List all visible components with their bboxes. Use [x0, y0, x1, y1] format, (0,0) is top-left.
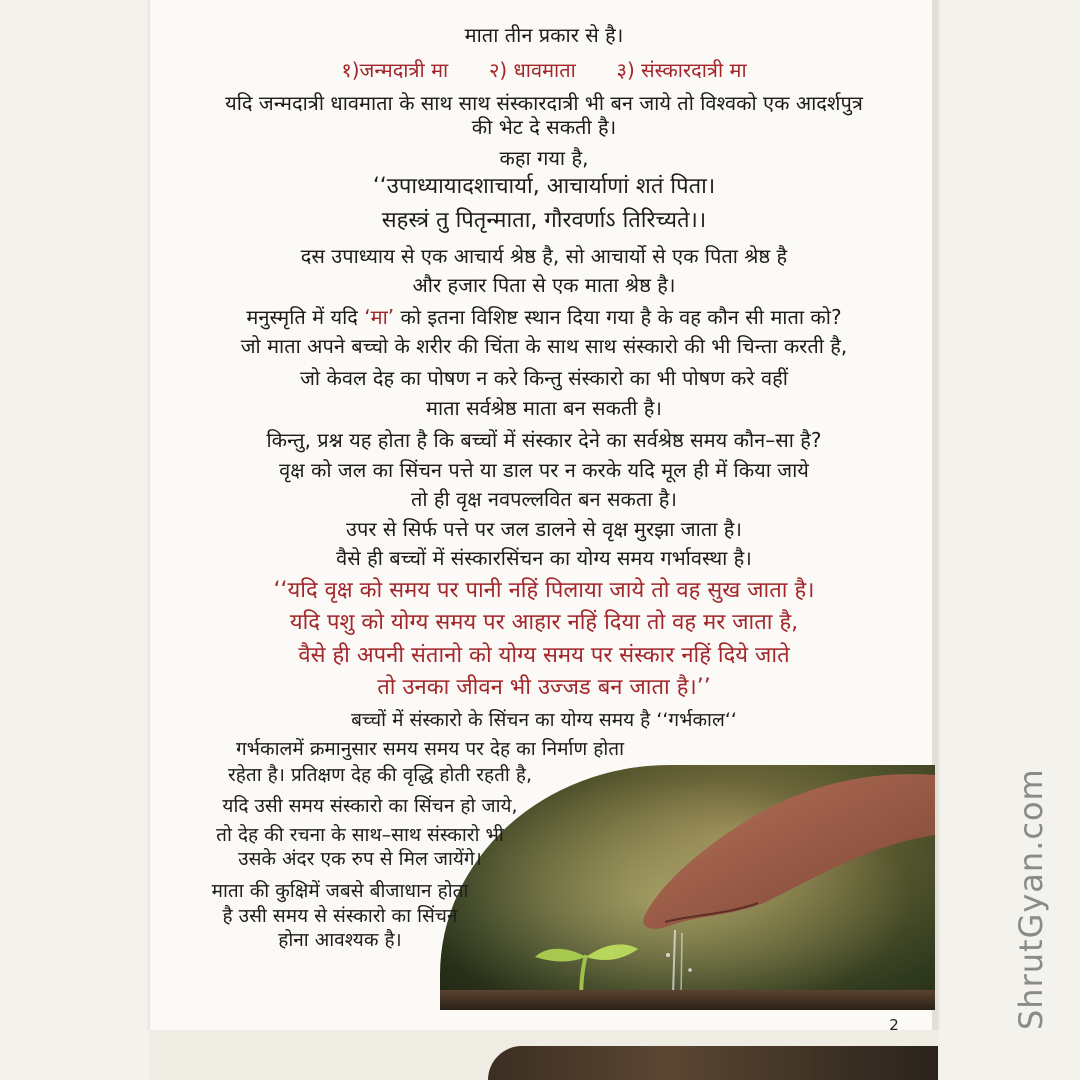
right-time-line: बच्चों में संस्कारो के सिंचन का योग्य समय है ‘‘गर्भकाल‘‘	[351, 709, 737, 731]
type-1: १)जन्मदात्री मा	[341, 58, 449, 82]
said-line: कहा गया है,	[499, 146, 589, 170]
para2-line-2: जो केवल देह का पोषण न करे किन्तु संस्कारो का भी पोषण करे वहीं	[300, 366, 788, 390]
type-3: ३) संस्कारदात्री मा	[616, 58, 747, 82]
para2-line-8: वैसे ही बच्चों में संस्कारसिंचन का योग्य समय गर्भावस्था है।	[336, 546, 752, 570]
manusmriti-line	[150, 304, 938, 330]
left-para-line-7: है उसी समय से संस्कारो का सिंचन	[222, 905, 458, 927]
manu-post: को इतना विशिष्ट स्थान दिया गया है के वह कौन सी माता को?	[400, 305, 842, 329]
mother-types	[150, 57, 938, 83]
watermark: ShrutGyan.com	[1012, 768, 1050, 1030]
para1-line-1: यदि जन्मदात्री धावमाता के साथ साथ संस्कारदात्री भी बन जाये तो विश्वको एक आदर्शपुत्र	[225, 91, 863, 115]
meaning-line-1: दस उपाध्याय से एक आचार्य श्रेष्ठ है, सो आचार्यो से एक पिता श्रेष्ठ है	[300, 244, 788, 268]
left-para-line-2: रहेता है। प्रतिक्षण देह की वृद्धि होती रहती है,	[228, 764, 532, 786]
intro-line: माता तीन प्रकार से है।	[464, 23, 624, 47]
manu-pre: मनुस्मृति में यदि	[246, 305, 358, 329]
quote-line-4: तो उनका जीवन भी उज्जड बन जाता है।’’	[377, 675, 711, 700]
left-para-line-6: माता की कुक्षिमें जबसे बीजाधान होता	[211, 880, 469, 902]
para2-line-7: उपर से सिर्फ पत्ते पर जल डालने से वृक्ष मुरझा जाता है।	[346, 517, 742, 541]
meaning-line-2: और हजार पिता से एक माता श्रेष्ठ है।	[412, 273, 676, 297]
manu-ma: ‘मा’	[364, 305, 395, 329]
quote-line-3: वैसे ही अपनी संतानो को योग्य समय पर संस्कार नहिं दिये जाते	[298, 643, 790, 668]
para2-line-3: माता सर्वश्रेष्ठ माता बन सकती है।	[426, 396, 662, 420]
left-para-line-8: होना आवश्यक है।	[278, 929, 402, 951]
para2-line-6: तो ही वृक्ष नवपल्लवित बन सकता है।	[410, 487, 678, 511]
shloka-line-2: सहस्त्रं तु पितृन्माता, गौरवर्णाऽ तिरिच्यते।।	[381, 208, 707, 233]
page-number: 2	[889, 1016, 899, 1034]
type-2: २) धावमाता	[488, 58, 576, 82]
para2-line-1: जो माता अपने बच्चो के शरीर की चिंता के साथ साथ संस्कारो की भी चिन्ता करती है,	[240, 334, 848, 358]
left-para-line-3: यदि उसी समय संस्कारो का सिंचन हो जाये,	[222, 795, 518, 817]
para2-line-5: वृक्ष को जल का सिंचन पत्ते या डाल पर न करके यदि मूल ही में किया जाये	[279, 458, 809, 482]
quote-line-1: ‘‘यदि वृक्ष को समय पर पानी नहिं पिलाया जाये तो वह सुख जाता है।	[273, 578, 815, 603]
shloka-line-1: ‘‘उपाध्यायादशाचार्या, आचार्याणां शतं पिता।	[372, 174, 716, 199]
left-para-line-1: गर्भकालमें क्रमानुसार समय समय पर देह का निर्माण होता	[235, 738, 625, 760]
next-page-photo-strip	[488, 1046, 938, 1080]
para1-line-2: की भेट दे सकती है।	[471, 115, 617, 139]
left-para-line-4: तो देह की रचना के साथ–साथ संस्कारो भी	[216, 824, 504, 846]
quote-line-2: यदि पशु को योग्य समय पर आहार नहिं दिया तो वह मर जाता है,	[289, 610, 799, 635]
left-para-line-5: उसके अंदर एक रुप से मिल जायेंगे।	[238, 848, 482, 870]
para2-line-4: किन्तु, प्रश्न यह होता है कि बच्चों में संस्कार देने का सर्वश्रेष्ठ समय कौन–सा है?	[266, 428, 822, 452]
